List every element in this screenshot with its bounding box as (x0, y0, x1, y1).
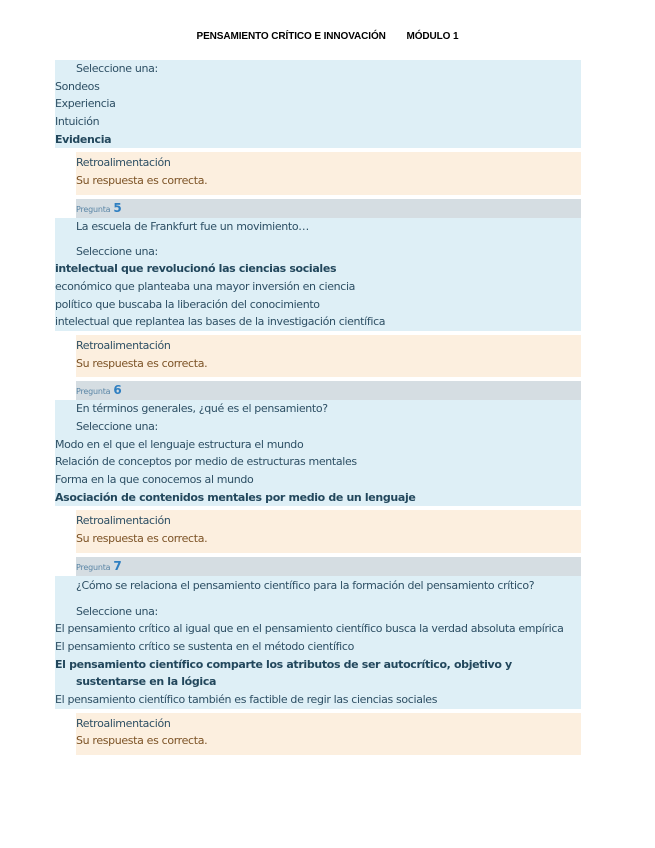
answer-option[interactable]: Experiencia (55, 97, 116, 111)
feedback-label: Retroalimentación (76, 716, 171, 730)
page-header (0, 31, 655, 42)
question-word: Pregunta (76, 562, 111, 572)
course-title: PENSAMIENTO CRÍTICO E INNOVACIÓN (196, 31, 386, 42)
feedback-box (76, 152, 581, 194)
feedback-label: Retroalimentación (76, 338, 171, 352)
answer-option[interactable]: Modo en el que el lenguaje estructura el mundo (55, 437, 304, 451)
question-text: En términos generales, ¿qué es el pensamiento? (76, 402, 328, 416)
answer-option[interactable]: El pensamiento crítico se sustenta en el método científico (55, 639, 354, 653)
question-header-7 (76, 557, 581, 576)
question-text: La escuela de Frankfurt fue un movimiento… (76, 219, 309, 233)
select-one-label: Seleccione una: (76, 62, 158, 75)
feedback-message: Su respuesta es correcta. (76, 356, 208, 370)
answer-option-correct[interactable]: Evidencia (55, 132, 112, 146)
answer-option-correct[interactable]: El pensamiento científico comparte los atributos de ser autocrítico, objetivo y sustentarse en la lógica (55, 657, 512, 689)
quiz-review (55, 60, 581, 759)
answer-option[interactable]: El pensamiento crítico al igual que en el pensamiento científico busca la verdad absoluta empírica (55, 622, 564, 636)
answer-option[interactable]: El pensamiento científico también es factible de regir las ciencias sociales (55, 693, 438, 706)
question-number: 7 (113, 558, 122, 573)
question-block-6 (55, 400, 581, 506)
answer-option[interactable]: político que buscaba la liberación del conocimiento (55, 297, 320, 311)
feedback-box (76, 335, 581, 377)
question-block-prev (55, 60, 581, 148)
question-block-5 (55, 218, 581, 331)
question-header-6 (76, 381, 581, 400)
answer-option[interactable]: Relación de conceptos por medio de estructuras mentales (55, 455, 357, 469)
feedback-label: Retroalimentación (76, 156, 171, 170)
question-header-5 (76, 199, 581, 218)
feedback-box (76, 713, 581, 755)
feedback-message: Su respuesta es correcta. (76, 734, 208, 748)
question-number: 6 (113, 383, 122, 398)
module-label: MÓDULO 1 (406, 31, 459, 42)
select-one-label: Seleccione una: (76, 604, 158, 618)
answer-option[interactable]: Forma en la que conocemos al mundo (55, 473, 254, 487)
feedback-message: Su respuesta es correcta. (76, 174, 208, 188)
answer-option[interactable]: intelectual que replantea las bases de la investigación científica (55, 315, 386, 329)
select-one-label: Seleccione una: (76, 420, 158, 433)
question-block-7 (55, 576, 581, 709)
answer-option[interactable]: económico que planteaba una mayor inversión en ciencia (55, 279, 356, 293)
feedback-box (76, 510, 581, 552)
answer-option[interactable]: Intuición (55, 115, 100, 129)
feedback-message: Su respuesta es correcta. (76, 532, 208, 546)
question-text: ¿Cómo se relaciona el pensamiento científico para la formación del pensamiento crítico? (76, 578, 535, 592)
answer-option-correct[interactable]: Asociación de contenidos mentales por medio de un lenguaje (55, 490, 416, 504)
answer-option[interactable]: Sondeos (55, 79, 100, 93)
select-one-label: Seleccione una: (76, 244, 158, 258)
question-word: Pregunta (76, 204, 111, 214)
feedback-label: Retroalimentación (76, 514, 171, 528)
answer-option-correct[interactable]: intelectual que revolucionó las ciencias sociales (55, 262, 337, 276)
question-number: 5 (113, 200, 122, 215)
question-word: Pregunta (76, 387, 111, 397)
